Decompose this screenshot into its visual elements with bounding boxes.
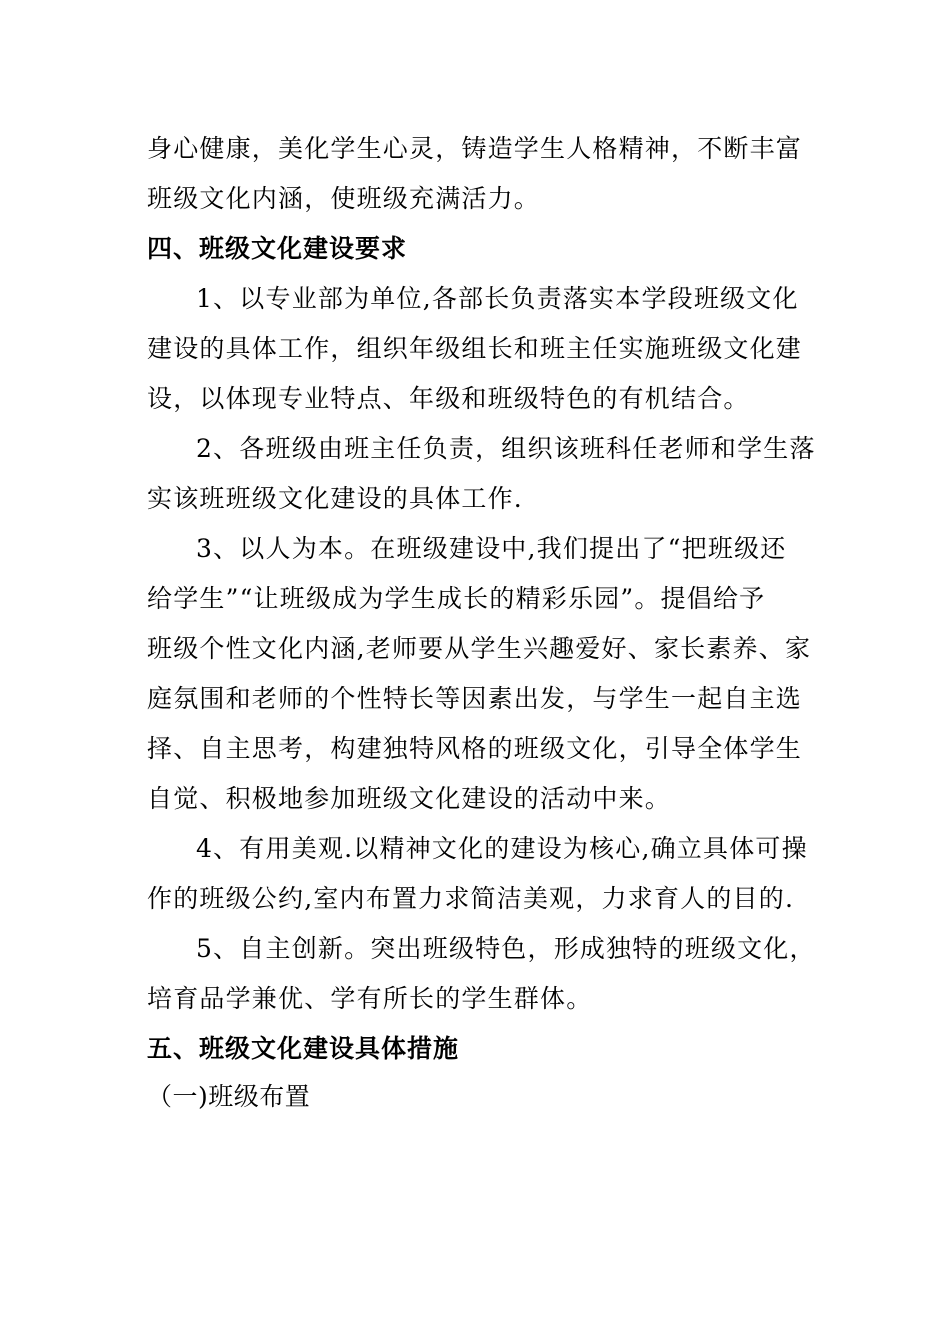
paragraph-line: 1、以专业部为单位,各部长负责落实本学段班级文化 (196, 284, 799, 313)
paragraph-line: 培育品学兼优、学有所长的学生群体。 (147, 984, 593, 1013)
paragraph-line: 择、自主思考，构建独特风格的班级文化，引导全体学生 (147, 734, 803, 763)
paragraph-line: 3、以人为本。在班级建设中,我们提出了“把班级还 (196, 534, 787, 563)
paragraph-line: 设，以体现专业特点、年级和班级特色的有机结合。 (147, 384, 750, 413)
paragraph-line: 班级个性文化内涵,老师要从学生兴趣爱好、家长素养、家 (147, 634, 812, 663)
paragraph-line: 自觉、积极地参加班级文化建设的活动中来。 (147, 784, 672, 813)
paragraph-line: 班级文化内涵，使班级充满活力。 (147, 184, 541, 213)
paragraph-line: 作的班级公约,室内布置力求简洁美观，力求育人的目的. (147, 884, 795, 913)
paragraph-line: 给学生”“让班级成为学生成长的精彩乐园”。提倡给予 (147, 584, 766, 613)
section-heading-5: 五、班级文化建设具体措施 (147, 1034, 460, 1063)
section-heading-4: 四、班级文化建设要求 (147, 234, 408, 263)
paragraph-line: 建设的具体工作，组织年级组长和班主任实施班级文化建 (147, 334, 803, 363)
paragraph-line: 实该班班级文化建设的具体工作. (147, 484, 523, 513)
paragraph-line: 5、自主创新。突出班级特色，形成独特的班级文化， (196, 934, 816, 963)
paragraph-line: 2、各班级由班主任负责，组织该班科任老师和学生落 (196, 434, 816, 463)
paragraph-line: 4、有用美观.以精神文化的建设为核心,确立具体可操 (196, 834, 808, 863)
subsection-heading: （一)班级布置 (147, 1082, 311, 1111)
paragraph-line: 身心健康，美化学生心灵，铸造学生人格精神，不断丰富 (147, 134, 803, 163)
paragraph-line: 庭氛围和老师的个性特长等因素出发，与学生一起自主选 (147, 684, 803, 713)
